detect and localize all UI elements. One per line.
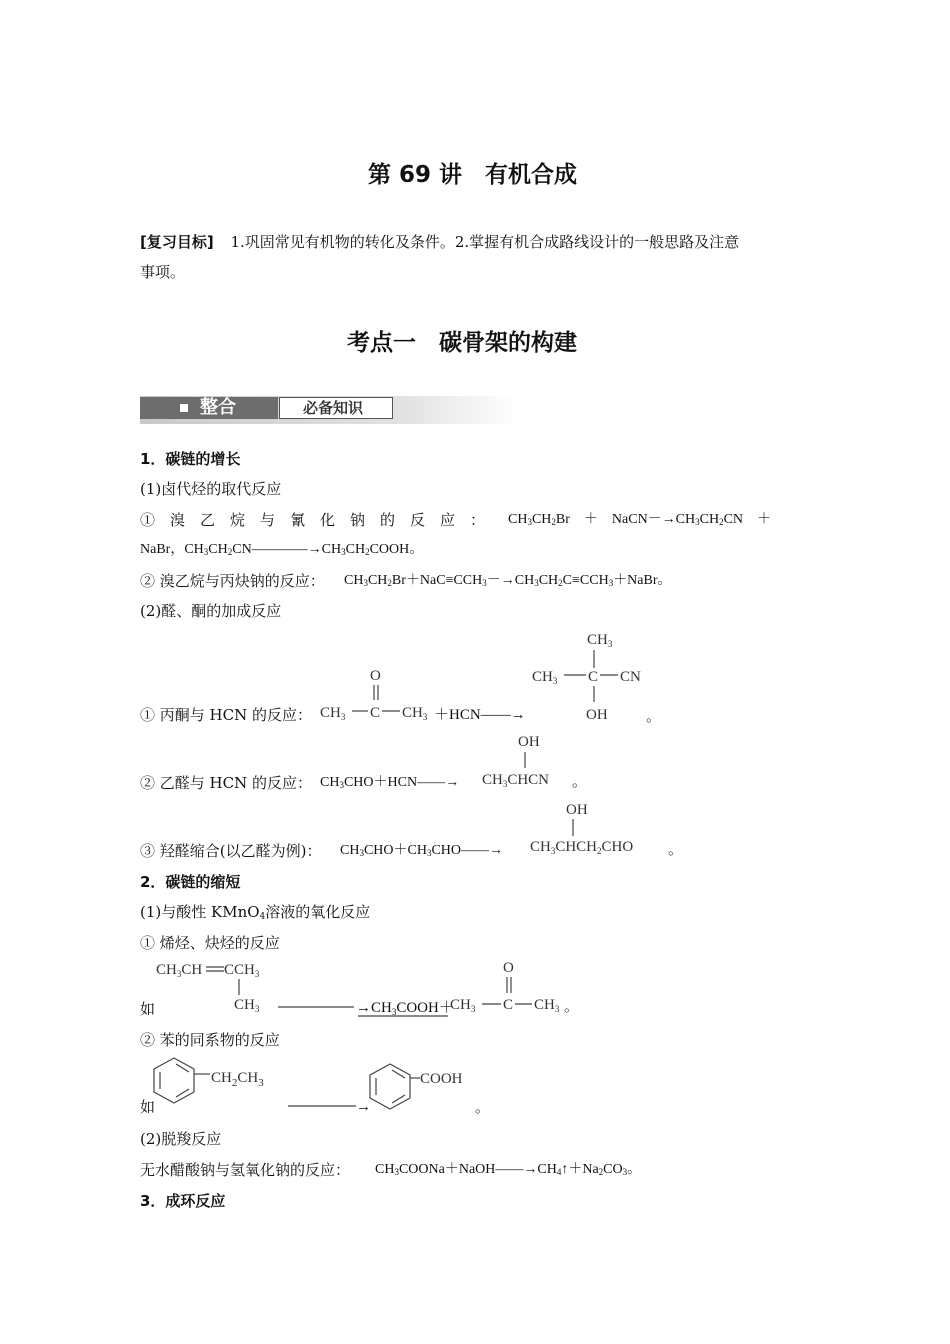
period-r5: 。 — [668, 842, 684, 858]
plus-hcn-arrow: ＋HCN――→ — [434, 707, 526, 723]
oh-r5: OH — [566, 802, 588, 818]
ru-label-1: 如 — [140, 1000, 156, 1018]
period: 。 — [409, 542, 424, 557]
acetic-acid: $\to CH_3COOH+$ — [356, 1000, 454, 1017]
reaction-5-equation: $CH_3CHO+CH_3CHO――\to$ — [340, 843, 504, 858]
lactonitrile-structure — [482, 730, 602, 792]
cooh-group: COOH — [420, 1071, 463, 1087]
heading-chain-growth: 1．碳链的增长 — [140, 450, 241, 468]
subheading-kmno4: (1)与酸性 KMnO$_4$溶液的氧化反应 — [140, 903, 371, 922]
reaction-2-prefix: ② 溴乙烷与丙炔钠的反应： — [140, 572, 325, 590]
acetone-ch3-right: $CH_3$ — [534, 997, 560, 1014]
cn-group: CN — [620, 669, 641, 685]
kmno4-tail: 溶液的氧化反应 — [265, 903, 371, 921]
cyanohydrin-structure — [532, 626, 692, 726]
central-c: C — [588, 669, 599, 685]
subheading-alkene: ① 烯烃、炔烃的反应 — [140, 934, 280, 952]
reaction-4-prefix: ② 乙醛与 HCN 的反应： — [140, 774, 312, 792]
period-benzene: 。 — [475, 1100, 491, 1116]
subheading-benzene: ② 苯的同系物的反应 — [140, 1031, 280, 1049]
subheading-aldehyde-addition: (2)醛、酮的加成反应 — [140, 602, 282, 620]
reaction-2-equation: $CH_3CH_2Br+NaC\equiv CCH_3-\to CH_3CH_2C\equiv CCH_3+NaBr$。 — [344, 573, 672, 588]
period-r4: 。 — [572, 774, 588, 790]
acetone-o: O — [503, 960, 514, 976]
banner-square-icon — [180, 404, 188, 412]
reaction-1-equation: $CH_3CH_2Br$ ＋ $NaCN-\to CH_3CH_2CN$ ＋ — [508, 512, 772, 527]
ch3-right: $CH_3$ — [402, 705, 428, 722]
nabr-text: NaBr， — [140, 542, 185, 557]
subheading-haloalkane: (1)卤代烃的取代反应 — [140, 480, 282, 498]
ethyl-group: $CH_2CH_3$ — [211, 1070, 264, 1089]
heading-ring-formation: 3．成环反应 — [140, 1192, 226, 1210]
r5-product: $CH_3CHCH_2CHO$ — [530, 839, 634, 856]
r4-product: $CH_3CHCN$ — [482, 772, 550, 789]
review-goal-label: [复习目标] — [140, 233, 214, 251]
review-goal-line2: 事项。 — [140, 263, 186, 281]
oh-r4: OH — [518, 734, 540, 750]
heading-chain-shortening: 2．碳链的缩短 — [140, 873, 241, 891]
decarboxylation-equation: $CH_3COONa+NaOH――\to CH_4↑+Na_2CO_3$。 — [375, 1162, 642, 1177]
banner-main-label: 整合 — [200, 397, 236, 418]
section-title: 考点一 碳骨架的构建 — [347, 330, 577, 356]
carbonyl-o: O — [370, 668, 381, 684]
ch3-top: $CH_3$ — [587, 632, 613, 649]
page-title: 第 69 讲 有机合成 — [368, 162, 578, 188]
period-alkene: 。 — [564, 999, 580, 1015]
reaction-1-prefix: ① 溴 乙 烷 与 氰 化 钠 的 反 应 ： — [140, 511, 486, 529]
oh-group: OH — [586, 707, 608, 723]
reaction-1-line2: NaBr，$CH_3CH_2CN――――\to CH_3CH_2COOH$。 — [140, 542, 424, 557]
ru-label-2: 如 — [140, 1098, 156, 1116]
carbonyl-c: C — [370, 705, 381, 721]
banner-sub-label: 必备知识 — [303, 399, 364, 417]
aldol-structure — [530, 797, 700, 859]
ch3-left: $CH_3$ — [320, 705, 346, 722]
arrow-benzene: → — [356, 1099, 371, 1115]
reaction-3-prefix: ① 丙酮与 HCN 的反应： — [140, 706, 312, 724]
review-goal-text: 1.巩固常见有机物的转化及条件。2.掌握有机合成路线设计的一般思路及注意 — [230, 233, 740, 251]
benzene-oxidation-structure — [152, 1054, 492, 1124]
decarboxylation-prefix: 无水醋酸钠与氢氧化钠的反应： — [140, 1161, 351, 1179]
subheading-decarboxylation: (2)脱羧反应 — [140, 1130, 222, 1148]
alkene-right: $CCH_3$ — [224, 962, 260, 979]
acetone-c: C — [503, 997, 514, 1013]
alkene-oxidation-structure — [156, 955, 606, 1025]
period-r3: 。 — [646, 709, 662, 725]
review-goal-line1 — [140, 232, 739, 252]
acetone-ch3-left: $CH_3$ — [450, 997, 476, 1014]
alkene-methyl: $CH_3$ — [234, 997, 260, 1014]
reaction-5-prefix: ③ 羟醛缩合(以乙醛为例)： — [140, 842, 322, 860]
kmno4-text: (1)与酸性 KMnO — [140, 903, 260, 921]
reaction-4-equation: $CH_3CHO+HCN――\to$ — [320, 775, 460, 790]
ch3-left-product: $CH_3$ — [532, 669, 558, 686]
alkene-formula: $CH_3CH$ — [156, 962, 203, 979]
